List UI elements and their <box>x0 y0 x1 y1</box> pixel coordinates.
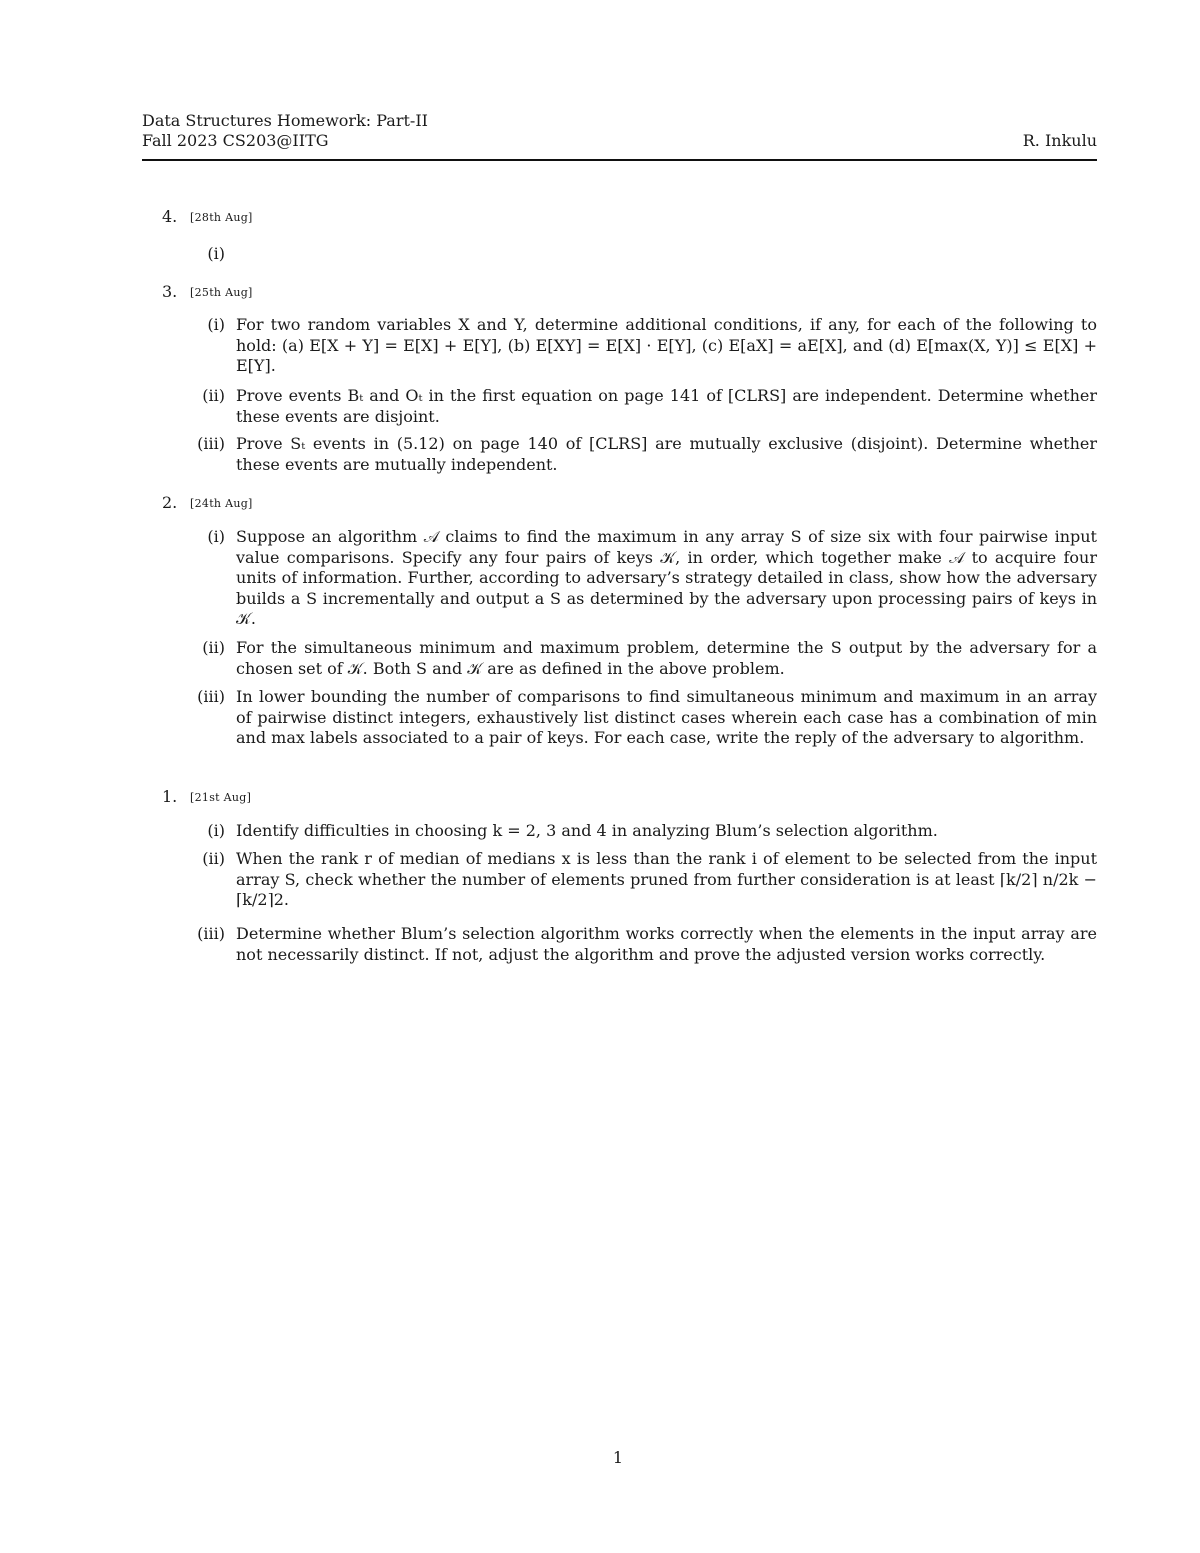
part-text: In lower bounding the number of comparisons to find simultaneous minimum and maximum in an array of pairwise distinct integers, exhaustively list distinct cases wherein each case has a combination of min and max labels associated to a pair of keys. For each case, write the reply of the adversary to algorithm. <box>236 687 1097 747</box>
problem-number: 2. <box>162 493 178 512</box>
part-label: (ii) <box>202 638 225 657</box>
problem-part <box>194 434 1097 475</box>
problem-part <box>194 386 1097 427</box>
problem-date: [28th Aug] <box>190 211 253 224</box>
part-text: For two random variables X and Y, determine additional conditions, if any, for each of the following to hold: (a) E[X + Y] = E[X] + E[Y], (b) E[XY] = E[X] · E[Y], (c) E[aX] = aE[X], and (d) E[max(X, Y)] ≤ E[X] + E[Y]. <box>236 315 1097 375</box>
problem-part <box>194 849 1097 911</box>
page-number: 1 <box>612 1448 624 1467</box>
part-text: Prove Sₜ events in (5.12) on page 140 of [CLRS] are mutually exclusive (disjoint). Determine whether these events are mutually independent. <box>236 434 1097 474</box>
problem-part <box>194 638 1097 679</box>
problem-number: 3. <box>162 282 178 301</box>
problem-part <box>194 687 1097 749</box>
part-text: Prove events Bₜ and Oₜ in the first equation on page 141 of [CLRS] are independent. Determine whether these events are disjoint. <box>236 386 1097 426</box>
part-label: (ii) <box>202 386 225 405</box>
term-label: Fall 2023 CS203@IITG <box>142 131 329 150</box>
problem-number: 1. <box>162 787 178 806</box>
part-text: For the simultaneous minimum and maximum problem, determine the S output by the adversary for a chosen set of 𝒦. Both S and 𝒦 are as defined in the above problem. <box>236 638 1097 678</box>
part-label: (iii) <box>197 687 225 706</box>
instructor-name: R. Inkulu <box>1022 131 1097 150</box>
part-label: (ii) <box>202 849 225 868</box>
problem-part <box>194 924 1097 965</box>
part-label: (i) <box>207 244 225 263</box>
header-rule <box>142 159 1097 161</box>
course-title: Data Structures Homework: Part-II <box>142 111 428 130</box>
problem-date: [24th Aug] <box>190 497 253 510</box>
problem-part <box>194 821 1097 842</box>
part-label: (iii) <box>197 434 225 453</box>
problem-date: [21st Aug] <box>190 791 252 804</box>
page-header <box>142 111 1097 151</box>
part-text: Suppose an algorithm 𝒜 claims to find the maximum in any array S of size six with four pairwise input value comparisons. Specify any four pairs of keys 𝒦, in order, which together make 𝒜 to acquire four units of information. Further, according to adversary’s strategy detailed in class, show how the adversary builds a S incrementally and output a S as determined by the adversary upon processing pairs of keys in 𝒦. <box>236 527 1097 628</box>
part-label: (iii) <box>197 924 225 943</box>
part-label: (i) <box>207 527 225 546</box>
part-label: (i) <box>207 315 225 334</box>
part-text: Identify difficulties in choosing k = 2, 3 and 4 in analyzing Blum’s selection algorithm. <box>236 821 938 840</box>
part-text: When the rank r of median of medians x is less than the rank i of element to be selected from the input array S, check whether the number of elements pruned from further consideration is at least ⌈k/2⌉ n/2k − ⌈k/2⌉2. <box>236 849 1097 909</box>
problem-part <box>194 315 1097 377</box>
problem-part <box>194 527 1097 630</box>
problem-number: 4. <box>162 207 178 226</box>
part-text: Determine whether Blum’s selection algorithm works correctly when the elements in the input array are not necessarily distinct. If not, adjust the algorithm and prove the adjusted version works correctly. <box>236 924 1097 964</box>
problem-date: [25th Aug] <box>190 286 253 299</box>
part-label: (i) <box>207 821 225 840</box>
